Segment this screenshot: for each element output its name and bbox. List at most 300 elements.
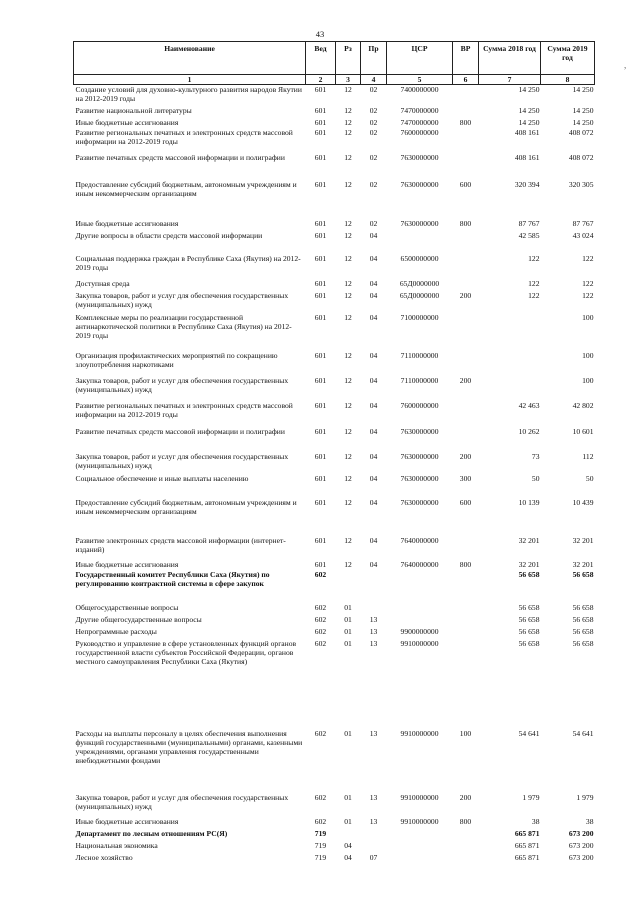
- row-vr: [453, 603, 479, 615]
- column-number: 6: [453, 75, 479, 85]
- row-sum-2019: 320 305: [568, 179, 594, 189]
- table-row: [74, 401, 595, 427]
- row-name: Социальное обеспечение и иные выплаты населению: [75, 473, 249, 483]
- page-number: 43: [315, 29, 325, 39]
- row-pr: 13: [369, 626, 378, 636]
- row-csr: [387, 841, 453, 853]
- table-row: [74, 291, 595, 313]
- column-number: 8: [541, 75, 595, 85]
- row-name: Иные бюджетные ассигнования: [75, 117, 179, 127]
- table-row: [74, 729, 595, 793]
- row-sum-2018: 50: [531, 473, 540, 483]
- table-row: [74, 313, 595, 351]
- row-rz: 01: [344, 614, 352, 624]
- row-pr: 13: [369, 614, 378, 624]
- row-sum-2018: 38: [531, 816, 540, 826]
- row-rz: 12: [344, 127, 352, 137]
- row-rz: 12: [344, 350, 352, 360]
- row-pr: 02: [369, 179, 378, 189]
- row-pr: 04: [369, 350, 378, 360]
- row-pr: 04: [369, 473, 378, 483]
- row-sum-2019: 100: [582, 375, 594, 385]
- row-ved: 602: [314, 614, 327, 624]
- table-row: [74, 153, 595, 180]
- row-pr: 02: [369, 105, 378, 115]
- row-pr: [361, 829, 387, 841]
- row-sum-2019: 408 072: [568, 127, 594, 137]
- row-pr: 02: [369, 117, 378, 127]
- row-ved: 719: [314, 840, 327, 850]
- row-ved: 602: [314, 792, 327, 802]
- row-vr: 800: [459, 117, 472, 127]
- row-pr: 04: [369, 400, 378, 410]
- row-name: Иные бюджетные ассигнования: [75, 218, 179, 228]
- row-csr: 7630000000: [400, 473, 439, 483]
- row-vr: [453, 841, 479, 853]
- row-ved: 601: [314, 312, 327, 322]
- row-vr: [453, 639, 479, 729]
- row-pr: 04: [369, 290, 378, 300]
- row-pr: 07: [369, 852, 378, 862]
- row-vr: 800: [459, 218, 472, 228]
- row-ved: 601: [314, 117, 327, 127]
- row-name: Социальная поддержка граждан в Республике Саха (Якутия) на 2012-2019 годы: [75, 253, 301, 272]
- row-csr: 9910000000: [400, 792, 439, 802]
- row-vr: 200: [459, 375, 472, 385]
- row-sum-2018: 122: [528, 290, 540, 300]
- table-body: [74, 85, 595, 865]
- row-name: Другие общегосударственные вопросы: [75, 614, 202, 624]
- row-rz: 12: [344, 451, 352, 461]
- row-name: Развитие региональных печатных и электронных средств массовой информации на 2012-2019 годы: [75, 400, 293, 419]
- row-vr: [453, 401, 479, 427]
- row-sum-2019: 32 201: [572, 535, 594, 545]
- row-ved: 601: [314, 426, 327, 436]
- row-sum-2019: 122: [582, 290, 594, 300]
- row-sum-2019: 100: [582, 350, 594, 360]
- row-ved: 601: [314, 559, 327, 569]
- row-name: Расходы на выплаты персоналу в целях обеспечения выполнения функций государственными (муниципальными) органами, казенными учреждениями, органами управления государственными внебюджетными фондами: [75, 728, 303, 765]
- row-ved: 601: [314, 473, 327, 483]
- table-row: [74, 118, 595, 128]
- row-pr: [361, 603, 387, 615]
- row-rz: 12: [344, 400, 352, 410]
- row-sum-2019: 100: [582, 312, 594, 322]
- row-vr: [453, 85, 479, 106]
- row-vr: 200: [459, 290, 472, 300]
- row-pr: 04: [369, 426, 378, 436]
- row-sum-2018: 122: [528, 253, 540, 263]
- row-rz: 12: [344, 497, 352, 507]
- row-vr: 200: [459, 451, 472, 461]
- row-csr: 7630000000: [400, 426, 439, 436]
- row-name: Комплексные меры по реализации государственной антинаркотической политики в Республике Саха (Якутия) на 2012-2019 годы: [75, 312, 292, 340]
- row-ved: 601: [314, 127, 327, 137]
- row-csr: 65Д0000000: [399, 290, 440, 300]
- row-rz: 01: [344, 728, 352, 738]
- header-csr: ЦСР: [387, 42, 453, 75]
- table-row: [74, 615, 595, 627]
- row-sum-2019: 56 658: [572, 614, 594, 624]
- row-vr: [453, 254, 479, 279]
- row-vr: 800: [459, 816, 472, 826]
- table-row: [74, 536, 595, 560]
- table-row: [74, 627, 595, 639]
- row-name: Иные бюджетные ассигнования: [75, 559, 179, 569]
- row-pr: 13: [369, 728, 378, 738]
- table-row: [74, 279, 595, 291]
- row-rz: 12: [344, 375, 352, 385]
- row-csr: 7640000000: [400, 535, 439, 545]
- row-ved: 601: [314, 375, 327, 385]
- header-vr: ВР: [453, 42, 479, 75]
- row-pr: 02: [369, 85, 378, 94]
- table-row: [74, 841, 595, 853]
- row-csr: 7100000000: [400, 312, 439, 322]
- row-sum-2018: 14 250: [518, 117, 540, 127]
- row-pr: 02: [369, 152, 378, 162]
- row-csr: 7600000000: [400, 127, 439, 137]
- row-sum-2019: 56 658: [572, 602, 594, 612]
- column-number: 5: [387, 75, 453, 85]
- header-pr: Пр: [361, 42, 387, 75]
- row-ved: 601: [314, 400, 327, 410]
- row-csr: 9910000000: [400, 816, 439, 826]
- header-rz: Рз: [336, 42, 361, 75]
- row-csr: [387, 829, 453, 841]
- row-name: Национальная экономика: [75, 840, 158, 850]
- table-row: [74, 639, 595, 729]
- row-ved: 602: [314, 626, 327, 636]
- row-sum-2019: 673 200: [568, 840, 594, 850]
- table-row: [74, 85, 595, 106]
- row-rz: [336, 829, 361, 841]
- row-name: Непрограммные расходы: [75, 626, 157, 636]
- header-row: [74, 42, 595, 75]
- row-ved: 719: [314, 828, 327, 838]
- table-row: [74, 106, 595, 118]
- table-row: [74, 376, 595, 401]
- row-vr: [453, 853, 479, 865]
- row-ved: 602: [314, 602, 327, 612]
- table-row: [74, 128, 595, 153]
- row-pr: 04: [369, 559, 378, 569]
- row-pr: 13: [369, 638, 378, 648]
- row-sum-2018: 56 658: [518, 614, 540, 624]
- row-sum-2018: 32 201: [518, 559, 540, 569]
- row-vr: 300: [459, 473, 472, 483]
- row-sum-2019: 122: [582, 253, 594, 263]
- row-name: Организация профилактических мероприятий по сокращению злоупотребления наркотиками: [75, 350, 278, 369]
- row-sum-2019: 42 802: [572, 400, 594, 410]
- row-csr: [387, 231, 453, 254]
- row-sum-2019: 10 439: [572, 497, 594, 507]
- row-vr: [453, 627, 479, 639]
- row-csr: 7630000000: [400, 497, 439, 507]
- row-name: Доступная среда: [75, 278, 130, 288]
- row-rz: 04: [344, 852, 352, 862]
- row-vr: [453, 106, 479, 118]
- row-name: Закупка товаров, работ и услуг для обеспечения государственных (муниципальных) нужд: [75, 451, 289, 470]
- header-name: Наименование: [74, 42, 306, 75]
- row-sum-2018: 73: [531, 451, 540, 461]
- row-sum-2018: 14 250: [518, 85, 540, 94]
- row-vr: 200: [459, 792, 472, 802]
- row-ved: 601: [314, 105, 327, 115]
- row-rz: 12: [344, 290, 352, 300]
- header-ved: Вед: [306, 42, 336, 75]
- row-sum-2019: 14 250: [572, 117, 594, 127]
- row-vr: [453, 279, 479, 291]
- row-sum-2018: 10 262: [518, 426, 540, 436]
- row-rz: 12: [344, 253, 352, 263]
- table-row: [74, 427, 595, 452]
- row-name: Развитие национальной литературы: [75, 105, 192, 115]
- row-pr: 04: [369, 375, 378, 385]
- row-sum-2019: 408 072: [568, 152, 594, 162]
- row-ved: 601: [314, 152, 327, 162]
- row-pr: 04: [369, 451, 378, 461]
- row-rz: 12: [344, 218, 352, 228]
- row-sum-2019: 14 250: [572, 105, 594, 115]
- row-name: Закупка товаров, работ и услуг для обеспечения государственных (муниципальных) нужд: [75, 290, 289, 309]
- row-name: Иные бюджетные ассигнования: [75, 816, 179, 826]
- row-sum-2019: 1 979: [576, 792, 594, 802]
- row-sum-2019: 50: [585, 473, 594, 483]
- table-row: [74, 219, 595, 231]
- row-sum-2018: 408 161: [514, 127, 540, 137]
- row-csr: 7400000000: [400, 85, 439, 94]
- row-ved: 601: [314, 278, 327, 288]
- row-csr: 9900000000: [400, 626, 439, 636]
- row-sum-2018: 42 463: [518, 400, 540, 410]
- row-rz: 12: [344, 535, 352, 545]
- row-name: Другие вопросы в области средств массовой информации: [75, 230, 263, 240]
- table-row: [74, 180, 595, 219]
- row-ved: 601: [314, 497, 327, 507]
- column-number-row: [74, 75, 595, 85]
- table-row: [74, 829, 595, 841]
- row-vr: [453, 570, 479, 603]
- row-csr: 65Д0000000: [399, 278, 440, 288]
- row-ved: 601: [314, 218, 327, 228]
- row-csr: 7640000000: [400, 559, 439, 569]
- row-name: Развитие региональных печатных и электронных средств массовой информации на 2012-2019 годы: [75, 127, 293, 146]
- row-sum-2018: 665 871: [514, 852, 540, 862]
- row-sum-2018: 1 979: [522, 792, 540, 802]
- row-rz: 01: [344, 792, 352, 802]
- row-csr: 7600000000: [400, 400, 439, 410]
- row-vr: 800: [459, 559, 472, 569]
- row-sum-2018: 54 641: [518, 728, 540, 738]
- row-csr: 7470000000: [400, 105, 439, 115]
- row-rz: 12: [344, 473, 352, 483]
- row-name: Общегосударственные вопросы: [75, 602, 179, 612]
- row-pr: [361, 841, 387, 853]
- row-vr: 100: [459, 728, 472, 738]
- row-sum-2019: 32 201: [572, 559, 594, 569]
- row-pr: 04: [369, 253, 378, 263]
- table-row: [74, 452, 595, 474]
- row-sum-2019: 54 641: [572, 728, 594, 738]
- row-name: Создание условий для духовно-культурного развития народов Якутии на 2012-2019 годы: [75, 85, 302, 103]
- budget-table: [73, 41, 595, 865]
- row-sum-2018: 10 139: [518, 497, 540, 507]
- row-ved: 602: [314, 816, 327, 826]
- row-rz: [336, 570, 361, 603]
- column-number: 7: [479, 75, 541, 85]
- row-sum-2018: [479, 351, 541, 376]
- row-rz: 12: [344, 85, 352, 94]
- row-name: Закупка товаров, работ и услуг для обеспечения государственных (муниципальных) нужд: [75, 792, 289, 811]
- table-row: [74, 603, 595, 615]
- row-ved: 601: [314, 350, 327, 360]
- row-vr: [453, 231, 479, 254]
- row-name: Развитие печатных средств массовой информации и полиграфии: [75, 426, 285, 436]
- row-sum-2018: 87 767: [518, 218, 540, 228]
- row-sum-2019: 87 767: [572, 218, 594, 228]
- row-csr: 7470000000: [400, 117, 439, 127]
- row-csr: 7630000000: [400, 218, 439, 228]
- row-name: Государственный комитет Республики Саха (Якутия) по регулированию контрактной системы в сфере закупок: [75, 569, 270, 588]
- column-number: 1: [74, 75, 306, 85]
- row-csr: 7110000000: [400, 350, 439, 360]
- row-ved: 601: [314, 451, 327, 461]
- row-csr: [387, 615, 453, 627]
- row-ved: 601: [314, 85, 327, 94]
- row-vr: 600: [459, 179, 472, 189]
- row-vr: 600: [459, 497, 472, 507]
- row-csr: 7110000000: [400, 375, 439, 385]
- row-vr: [453, 536, 479, 560]
- header-sum-2019: Сумма 2019 год: [541, 42, 595, 75]
- row-vr: [453, 829, 479, 841]
- row-rz: 01: [344, 816, 352, 826]
- row-name: Предоставление субсидий бюджетным, автономным учреждениям и иным некоммерческим организациям: [75, 497, 297, 516]
- row-sum-2018: 56 658: [518, 626, 540, 636]
- row-csr: 7630000000: [400, 152, 439, 162]
- table-row: [74, 560, 595, 570]
- row-vr: [453, 615, 479, 627]
- column-number: 4: [361, 75, 387, 85]
- row-vr: [453, 128, 479, 153]
- row-ved: 602: [314, 728, 327, 738]
- row-sum-2018: 665 871: [514, 840, 540, 850]
- row-name: Закупка товаров, работ и услуг для обеспечения государственных (муниципальных) нужд: [75, 375, 289, 394]
- table-row: [74, 498, 595, 536]
- row-sum-2019: 673 200: [568, 852, 594, 862]
- table-row: [74, 570, 595, 603]
- row-sum-2019: 10 601: [572, 426, 594, 436]
- table-row: [74, 254, 595, 279]
- column-number: 2: [306, 75, 336, 85]
- row-ved: 601: [314, 290, 327, 300]
- row-sum-2018: [479, 313, 541, 351]
- row-rz: 01: [344, 626, 352, 636]
- row-pr: 04: [369, 278, 378, 288]
- row-vr: [453, 427, 479, 452]
- row-ved: 601: [314, 253, 327, 263]
- row-sum-2019: 38: [585, 816, 594, 826]
- row-pr: 04: [369, 497, 378, 507]
- row-rz: 12: [344, 312, 352, 322]
- table-row: [74, 793, 595, 817]
- table-row: [74, 474, 595, 498]
- row-rz: 12: [344, 230, 352, 240]
- row-pr: 04: [369, 535, 378, 545]
- row-pr: 02: [369, 218, 378, 228]
- table-row: [74, 853, 595, 865]
- row-ved: 602: [314, 638, 327, 648]
- column-number: 3: [336, 75, 361, 85]
- row-csr: 7630000000: [400, 451, 439, 461]
- row-sum-2018: 122: [528, 278, 540, 288]
- row-sum-2019: 122: [582, 278, 594, 288]
- row-name: Развитие электронных средств массовой информации (интернет-изданий): [75, 535, 286, 554]
- row-sum-2018: 665 871: [514, 828, 540, 838]
- row-csr: 6500000000: [400, 253, 439, 263]
- row-sum-2019: 14 250: [572, 85, 594, 94]
- table-row: [74, 231, 595, 254]
- row-ved: 601: [314, 535, 327, 545]
- row-name: Департамент по лесным отношениям РС(Я): [75, 828, 228, 838]
- row-rz: 12: [344, 179, 352, 189]
- row-pr: 04: [369, 230, 378, 240]
- row-rz: 12: [344, 426, 352, 436]
- row-sum-2018: 14 250: [518, 105, 540, 115]
- row-sum-2018: 56 658: [518, 638, 540, 648]
- row-rz: 01: [344, 602, 352, 612]
- row-sum-2019: 43 024: [572, 230, 594, 240]
- row-sum-2018: 56 658: [518, 569, 540, 579]
- row-csr: 7630000000: [400, 179, 439, 189]
- row-sum-2018: 42 585: [518, 230, 540, 240]
- row-pr: 13: [369, 792, 378, 802]
- row-rz: 01: [344, 638, 352, 648]
- row-pr: 02: [369, 127, 378, 137]
- row-name: Предоставление субсидий бюджетным, автономным учреждениям и иным некоммерческим организациям: [75, 179, 297, 198]
- table-row: [74, 817, 595, 829]
- row-name: Руководство и управление в сфере установленных функций органов государственной власти субъектов Российской Федерации, органов местного самоуправления Республики Саха (Якутия): [75, 638, 297, 666]
- row-sum-2019: 673 200: [568, 828, 594, 838]
- row-sum-2018: 320 394: [514, 179, 540, 189]
- row-vr: [453, 153, 479, 180]
- row-pr: 13: [369, 816, 378, 826]
- row-rz: 12: [344, 152, 352, 162]
- row-vr: [453, 351, 479, 376]
- row-vr: [453, 313, 479, 351]
- row-rz: 12: [344, 278, 352, 288]
- row-csr: 9910000000: [400, 638, 439, 648]
- row-rz: 12: [344, 105, 352, 115]
- row-sum-2018: [479, 376, 541, 401]
- row-sum-2018: 56 658: [518, 602, 540, 612]
- row-rz: 04: [344, 840, 352, 850]
- row-pr: [361, 570, 387, 603]
- row-ved: 719: [314, 852, 327, 862]
- row-rz: 12: [344, 117, 352, 127]
- header-sum-2018: Сумма 2018 год: [479, 42, 541, 75]
- row-sum-2019: 112: [582, 451, 594, 461]
- margin-mark: ,: [624, 60, 627, 70]
- row-ved: 602: [314, 569, 327, 579]
- row-sum-2019: 56 658: [572, 569, 594, 579]
- row-csr: [387, 853, 453, 865]
- row-csr: 9910000000: [400, 728, 439, 738]
- row-csr: [387, 603, 453, 615]
- row-sum-2018: 408 161: [514, 152, 540, 162]
- row-name: Развитие печатных средств массовой информации и полиграфии: [75, 152, 285, 162]
